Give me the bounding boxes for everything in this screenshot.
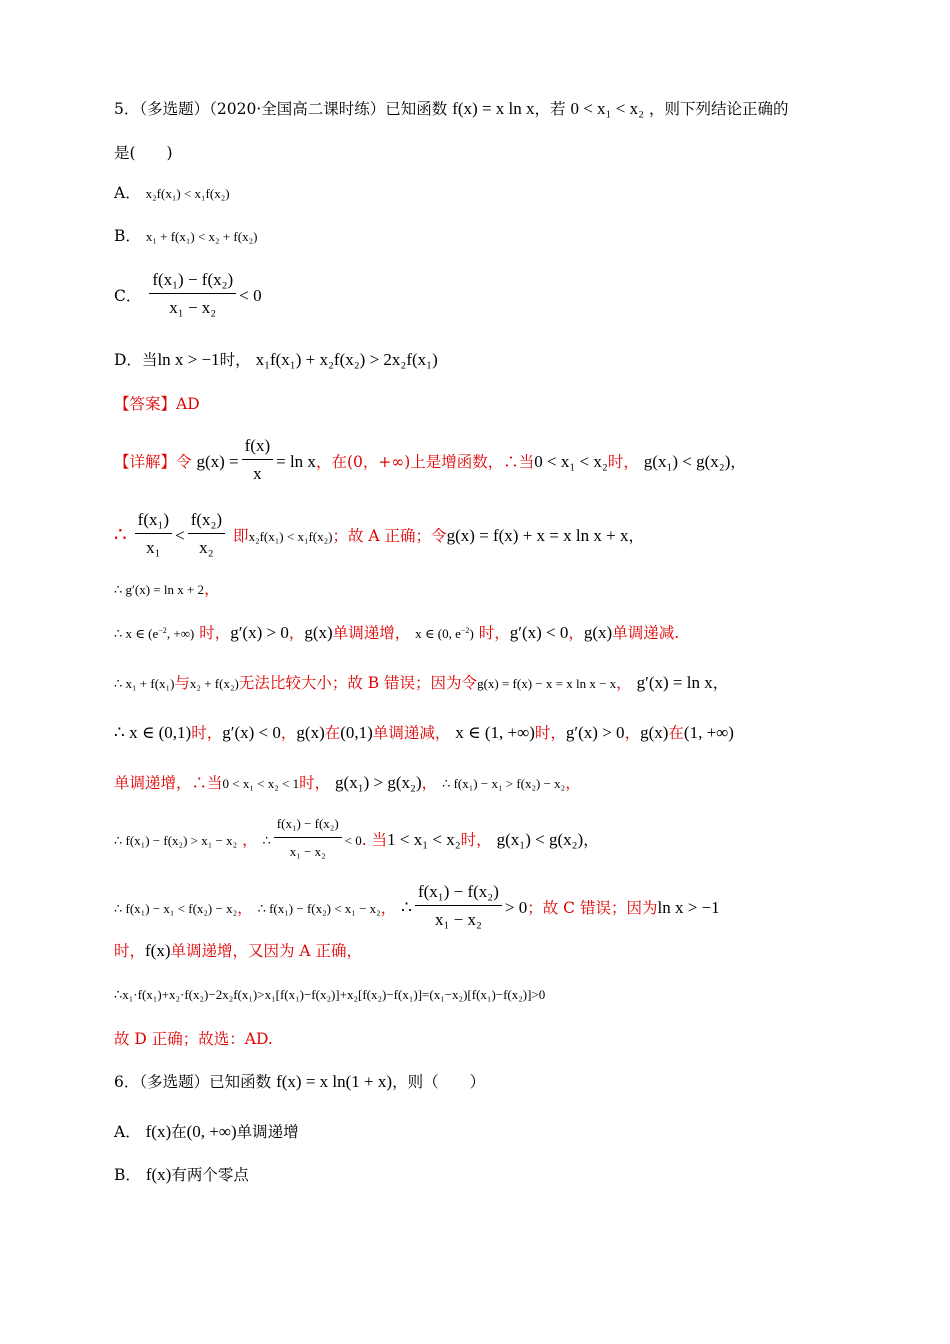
math: ∴ f(x₁) − x₁ < f(x₂) − x₂: [114, 901, 238, 916]
detail-text: 即: [233, 527, 249, 545]
answer-value: AD: [176, 395, 200, 413]
fraction-numerator: f(x₁) − f(x₂): [415, 881, 502, 906]
math: ∴ f(x₁) − x₁ > f(x₂) − x₂: [442, 776, 566, 791]
detail-text: ，: [583, 831, 599, 849]
math: g′(x) = ln x: [636, 673, 713, 692]
exponent: −2: [460, 626, 470, 636]
q5-text: ，若: [534, 100, 566, 118]
option-text: 有两个零点: [171, 1166, 249, 1184]
fraction: [135, 509, 172, 559]
detail-text: ，在(0，+∞)上是增函数，∴当: [315, 453, 535, 471]
fraction-denominator: x: [253, 464, 262, 483]
math: , +∞): [166, 626, 195, 641]
answer-label: 【答案】: [114, 395, 177, 413]
detail-text: 时，: [607, 453, 639, 471]
q5-option-b: [114, 225, 257, 248]
q5-tag: （多选题）: [139, 100, 210, 118]
math: g(x₁) < g(x₂): [496, 830, 584, 849]
q5-option-d: [114, 349, 438, 371]
option-expr: x₂f(x₁) < x₁f(x₂): [145, 186, 230, 201]
detail-line-5: [114, 672, 728, 695]
option-label: B．: [114, 227, 141, 245]
option-expr: (0, +∞): [186, 1122, 237, 1141]
exponent: −2: [158, 626, 167, 636]
math: g(x): [640, 723, 669, 742]
detail-text: ，: [616, 674, 632, 692]
math: g(x): [296, 723, 325, 742]
math: > 0: [504, 898, 528, 917]
detail-text: ，: [421, 774, 438, 792]
detail-line-10: [114, 940, 362, 962]
q6-text: ，则（ ）: [392, 1073, 486, 1091]
detail-text: . 当: [361, 831, 388, 849]
math: x₂ + f(x₂): [189, 676, 239, 691]
math: g(x): [304, 623, 333, 642]
fraction: [415, 881, 502, 931]
q5-function: f(x) = x ln x: [452, 99, 535, 118]
detail-text: ，: [242, 831, 258, 849]
detail-text: 单调递增，∴当: [114, 774, 223, 792]
option-text: 在: [171, 1123, 187, 1141]
detail-line-3: [114, 578, 220, 601]
detail-text: 时，: [460, 831, 492, 849]
detail-text: ；故 A 正确；令: [332, 527, 447, 545]
detail-text: 在: [324, 724, 341, 742]
detail-line-12: [114, 1028, 273, 1050]
q6-option-a: [114, 1121, 299, 1143]
math: <: [175, 526, 185, 545]
detail-text: ，: [628, 527, 644, 545]
q5-text: 已知函数: [385, 100, 448, 118]
math: 1 < x₁ < x₂: [387, 830, 461, 849]
q5-source: （2020·全国高二课时练）: [209, 100, 386, 118]
math: x ∈ (0, e: [415, 626, 461, 641]
fraction: [274, 813, 342, 863]
detail-text: 与: [174, 674, 190, 692]
math: g′(x) < 0: [509, 623, 569, 642]
detail-text: 故 D 正确；故选：AD.: [114, 1030, 273, 1048]
q5-number: 5．: [114, 100, 140, 118]
fraction: [188, 509, 225, 559]
option-text: 当: [141, 351, 158, 369]
q5-condition: 0 < x₁ < x₂: [570, 99, 644, 118]
option-label: D．: [114, 351, 142, 369]
fraction-denominator: x₂: [199, 538, 214, 557]
option-label: B．: [114, 1166, 141, 1184]
detail-text: 时，: [114, 942, 146, 960]
detail-text: ，: [380, 899, 397, 917]
q5-stem-line1: [114, 98, 788, 120]
math: 0 < x₁ < x₂ < 1: [222, 776, 300, 791]
fraction-numerator: f(x₁) − f(x₂): [149, 269, 236, 294]
math: f(x): [145, 941, 171, 960]
q6-stem: [114, 1071, 485, 1093]
detail-text: 时，: [191, 724, 223, 742]
therefore-symbol: ∴: [114, 524, 127, 546]
math: ∴ f(x₁) − f(x₂) < x₁ − x₂: [257, 901, 381, 916]
option-expr: ln x > −1: [157, 350, 220, 369]
detail-text: 单调递增，: [332, 624, 411, 642]
detail-text: 时，: [199, 624, 231, 642]
fraction-denominator: x₁ − x₂: [434, 910, 482, 929]
fraction-denominator: x₁ − x₂: [289, 844, 326, 859]
math: = ln x: [276, 452, 316, 471]
option-expr: f(x): [145, 1122, 172, 1141]
math: ∴ g′(x) = ln x + 2: [114, 582, 205, 597]
math: g′(x) < 0: [222, 723, 281, 742]
math: g(x) = f(x) − x = x ln x − x: [477, 676, 617, 691]
answer-line: [114, 393, 200, 415]
detail-text: 令: [176, 453, 192, 471]
math: ∴: [262, 833, 271, 848]
detail-line-11: [114, 983, 545, 1006]
detail-text: ，: [288, 624, 305, 642]
detail-text: ，: [204, 580, 220, 598]
fraction-numerator: f(x₁) − f(x₂): [274, 813, 342, 838]
fraction-denominator: x₁: [146, 538, 161, 557]
detail-text: 单调递减.: [612, 624, 680, 642]
q5-text: ，则下列结论正确的: [648, 100, 789, 118]
math: g(x): [583, 623, 613, 642]
math: g′(x) > 0: [565, 723, 625, 742]
math: ∴: [401, 898, 412, 917]
fraction-numerator: f(x₂): [188, 509, 225, 534]
detail-label: 【详解】: [114, 453, 177, 471]
math: ∴ x ∈ (e: [114, 626, 159, 641]
math: x₂f(x₁) < x₁f(x₂): [248, 529, 333, 544]
detail-text: 单调递减，: [372, 724, 451, 742]
q6-number: 6．: [114, 1073, 140, 1091]
math: ln x > −1: [657, 898, 720, 917]
detail-text: ，: [280, 724, 297, 742]
math: ): [469, 626, 474, 641]
detail-text: ，: [565, 774, 581, 792]
detail-line-2: [114, 512, 644, 562]
math: x ∈ (1, +∞): [455, 723, 535, 742]
fraction-numerator: f(x): [242, 435, 273, 460]
detail-text: ，: [624, 724, 641, 742]
q6-function: f(x) = x ln(1 + x): [276, 1072, 393, 1091]
option-expr: f(x): [145, 1165, 172, 1184]
math: g′(x) > 0: [230, 623, 289, 642]
math: ∴x₁·f(x₁)+x₂·f(x₂)−2x₂f(x₁)>x₁[f(x₁)−f(x₂)]+x₂[f(x₂)−f(x₁)]=(x₁−x₂)[f(x₁)−f(x₂)]>0: [114, 987, 546, 1002]
q6-text: 已知函数: [209, 1073, 272, 1091]
math: ∴ f(x₁) − f(x₂) > x₁ − x₂: [114, 833, 238, 848]
q6-tag: （多选题）: [139, 1073, 210, 1091]
math: 0 < x₁ < x₂: [534, 452, 608, 471]
q5-text: 是( ): [114, 144, 173, 162]
math: (1, +∞): [683, 723, 734, 742]
math: [114, 626, 194, 641]
detail-text: 时，: [478, 624, 510, 642]
detail-line-1: [114, 438, 746, 488]
math: (0,1): [340, 723, 373, 742]
detail-text: 时，: [299, 774, 331, 792]
fraction-numerator: f(x₁): [135, 509, 172, 534]
math: < 0: [344, 833, 362, 848]
detail-text: 单调递增，又因为 A 正确，: [170, 942, 363, 960]
option-expr: < 0: [239, 286, 262, 305]
option-text: 时，: [219, 351, 251, 369]
q6-option-b: [114, 1164, 249, 1186]
detail-text: ，: [712, 674, 729, 692]
q5-option-a: [114, 182, 230, 205]
option-label: A．: [114, 1123, 141, 1141]
math: g(x) =: [196, 452, 239, 471]
detail-line-4: [114, 622, 679, 645]
option-expr: x₁ + f(x₁) < x₂ + f(x₂): [145, 229, 258, 244]
q5-option-c: [114, 272, 262, 322]
detail-text: 在: [668, 724, 684, 742]
math: [415, 626, 474, 641]
math: ∴ x ∈ (0,1): [114, 723, 192, 742]
option-text: 单调递增: [236, 1123, 299, 1141]
fraction-denominator: x₁ − x₂: [169, 298, 217, 317]
detail-text: ，: [568, 624, 584, 642]
q5-stem-line2: [114, 142, 173, 164]
detail-text: 无法比较大小；故 B 错误；因为令: [238, 674, 478, 692]
option-expr: x₁f(x₁) + x₂f(x₂) > 2x₂f(x₁): [255, 350, 438, 369]
option-label: A．: [114, 184, 141, 202]
math: ∴ x₁ + f(x₁): [114, 676, 175, 691]
math: g(x₁) > g(x₂): [335, 773, 422, 792]
detail-line-9: [114, 884, 720, 934]
detail-line-8: [114, 816, 599, 866]
option-label: C．: [114, 287, 142, 305]
detail-text: 时，: [534, 724, 566, 742]
detail-line-7: [114, 772, 581, 795]
math: g(x) = f(x) + x = x ln x + x: [446, 526, 629, 545]
detail-text: ，: [730, 453, 746, 471]
fraction: [242, 435, 273, 485]
fraction: [149, 269, 236, 319]
math: g(x₁) < g(x₂): [643, 452, 731, 471]
detail-text: ，: [237, 899, 253, 917]
detail-line-6: [114, 722, 734, 744]
detail-text: ；故 C 错误；因为: [527, 899, 658, 917]
